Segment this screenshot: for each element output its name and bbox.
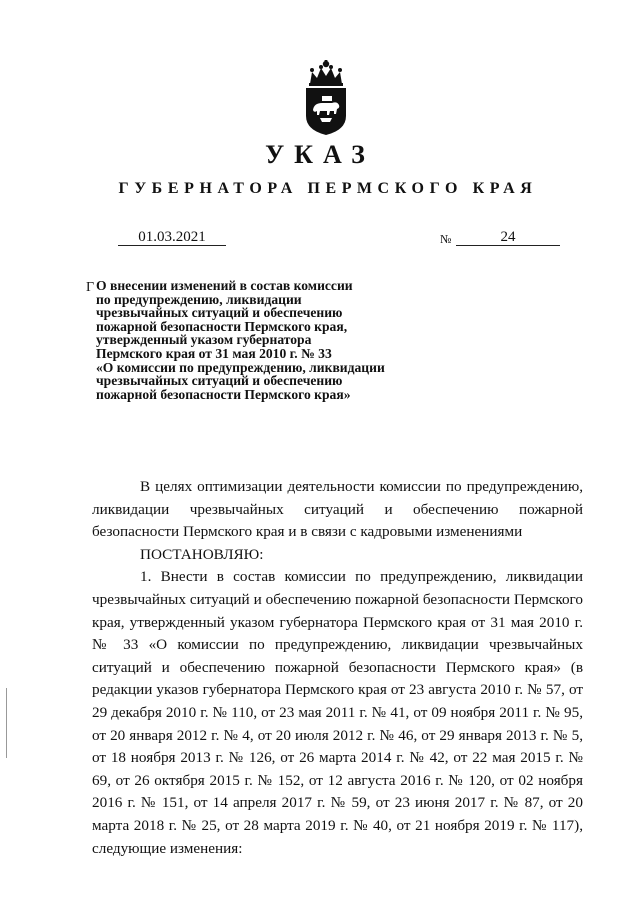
heading-line: О внесении изменений в состав комиссии (96, 278, 353, 293)
margin-scan-mark (6, 688, 7, 758)
item-1-paragraph: 1. Внести в состав комиссии по предупреждению, ликвидации чрезвычайных ситуаций и обеспечению пожарной безопасности Пермского края, утвержденный указом губернатора Пермского края от 31 мая 2010 г. № 33 «О комиссии по предупреждению, ликвидации чрезвычайных ситуаций и обеспечению пожарной безопасности Пермского края» (в редакции указов губернатора Пермского края от 23 августа 2010 г. № 57, от 29 декабря 2010 г. № 110, от 23 мая 2011 г. № 41, от 09 ноября 2011 г. № 95, от 20 января 2012 г. № 4, от 20 июля 2012 г. № 46, от 29 января 2013 г. № 5, от 18 ноября 2013 г. № 126, от 26 марта 2014 г. № 42, от 22 мая 2015 г. № 69, от 26 октября 2015 г. № 152, от 12 августа 2016 г. № 120, от 02 ноября 2016 г. № 151, от 14 апреля 2017 г. № 59, от 23 июня 2017 г. № 87, от 20 марта 2018 г. № 25, от 28 марта 2019 г. № 40, от 21 ноября 2019 г. № 117), следующие изменения: (92, 568, 583, 857)
document-title: УКАЗ (265, 140, 375, 169)
heading-line: утвержденный указом губернатора (96, 332, 312, 348)
number-sign: № (440, 232, 452, 246)
document-body (92, 476, 583, 860)
document-number: 24 (456, 229, 560, 246)
document-date: 01.03.2021 (118, 229, 226, 246)
heading-line: «О комиссии по предупреждению, ликвидации (96, 359, 385, 375)
decree-word: ПОСТАНОВЛЯЮ: (140, 545, 264, 563)
preamble-paragraph: В целях оптимизации деятельности комиссии по предупреждению, ликвидации чрезвычайных ситуаций и обеспечению пожарной безопасности Пермского края и в связи с кадровыми изменениями (92, 478, 583, 541)
document-heading (96, 279, 436, 401)
crown-icon (309, 60, 343, 86)
document-subtitle: ГУБЕРНАТОРА ПЕРМСКОГО КРАЯ (118, 180, 538, 197)
coat-of-arms-emblem (300, 58, 352, 136)
heading-line: по предупреждению, ликвидации (96, 291, 302, 307)
corner-mark: Г (86, 280, 95, 295)
heading-line: чрезвычайных ситуаций и обеспечению (96, 305, 343, 321)
heading-line: пожарной безопасности Пермского края, (96, 318, 348, 334)
heading-line: чрезвычайных ситуаций и обеспечению (96, 373, 343, 389)
heading-line: пожарной безопасности Пермского края» (96, 386, 351, 402)
heading-line: Пермского края от 31 мая 2010 г. № 33 (96, 345, 332, 361)
shield-icon (306, 88, 346, 135)
